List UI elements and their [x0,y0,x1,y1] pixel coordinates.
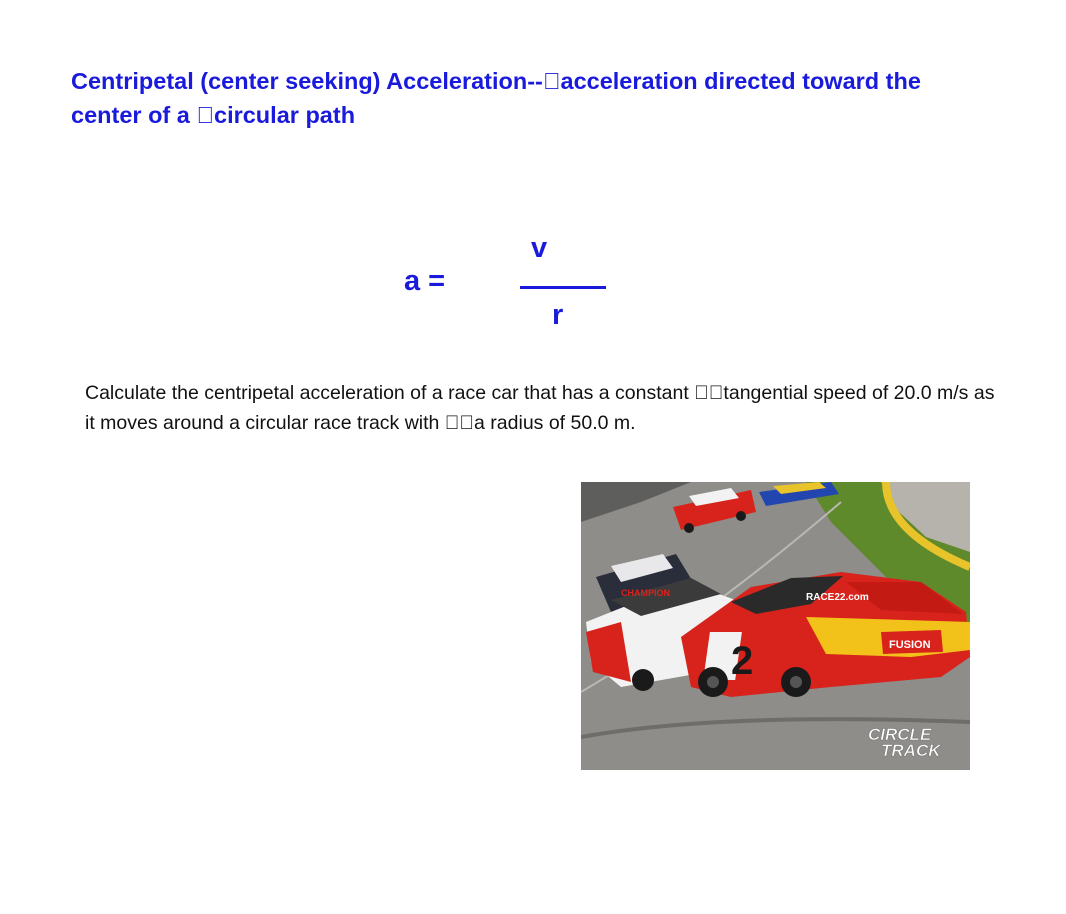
rear-car-number: 26 [599,644,624,669]
problem-statement: Calculate the centripetal acceleration of a race car that has a constant tangential speed of 20.0 m/s as it moves around a circular race track with a radius of 50.0 m. [85,382,981,434]
fusion-decal: FUSION [889,639,931,651]
logo-line-1: CIRCLE [868,725,932,744]
champion-decal: CHAMPION [621,588,670,598]
sponsor-decal: RACE22.com [806,592,869,603]
slide-heading: Centripetal (center seeking) Acceleration-- acceleration directed toward the center of a circular path [71,68,910,128]
front-car-number: 2 [731,639,754,683]
formula-numerator: v [531,232,548,264]
formula-lhs: a = [404,265,446,297]
logo-line-2: TRACK [881,741,941,760]
fraction-bar [520,286,606,289]
formula-denominator: r [552,299,564,331]
race-car-illustration [581,482,970,770]
race-car-photo [581,482,970,770]
